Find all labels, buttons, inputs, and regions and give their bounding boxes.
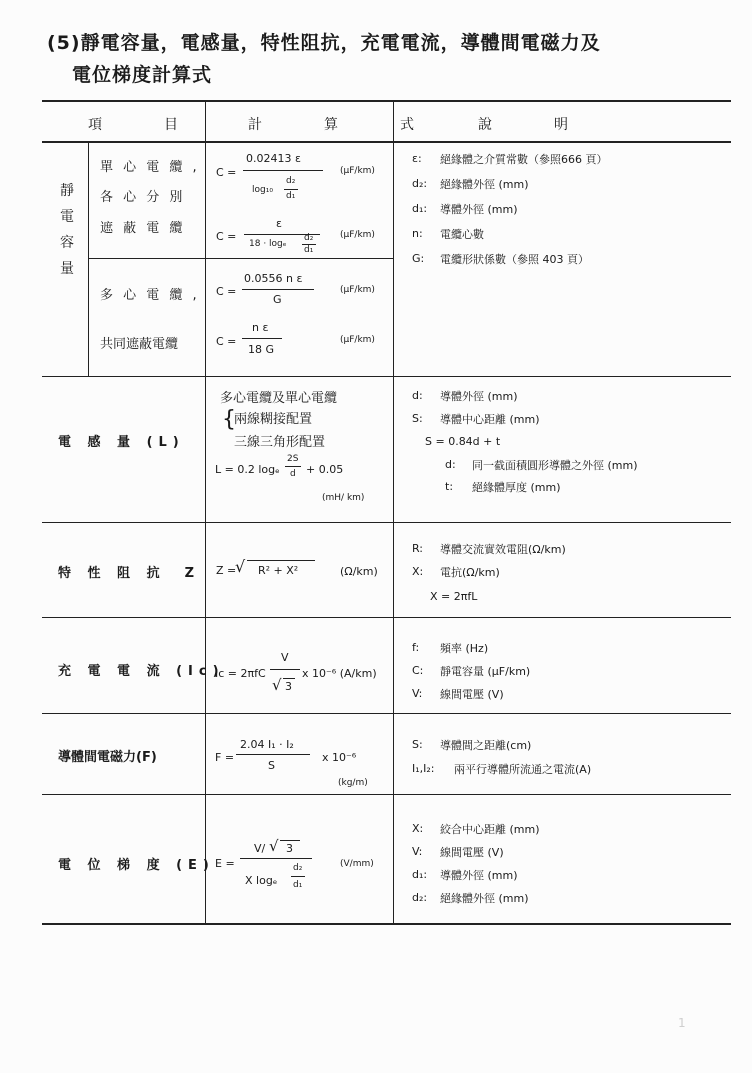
table-bottom-rule bbox=[42, 923, 731, 925]
chg-desc-3-text: 線間電壓 (V) bbox=[440, 688, 504, 701]
single-core-line3: 遮 蔽 電 纜 bbox=[100, 221, 186, 236]
force-f-unit: (kg/m) bbox=[338, 778, 368, 788]
inductance-brace: { bbox=[222, 407, 236, 432]
f3-num: 0.0556 n ε bbox=[244, 272, 303, 285]
header-desc: 說 明 bbox=[478, 117, 592, 133]
inductance-f-unit: (mH/ km) bbox=[322, 493, 365, 503]
charging-f-den: 3 bbox=[285, 680, 292, 693]
f4-den: 18 G bbox=[248, 343, 275, 356]
ind-desc-2-text: 導體中心距離 (mm) bbox=[440, 413, 540, 426]
f2-lhs: C = bbox=[216, 230, 237, 243]
inductance-f-line1: 多心電纜及單心電纜 bbox=[220, 391, 338, 406]
f1-den: log₁₀ bbox=[252, 185, 273, 195]
chg-desc-2-text: 靜電容量 (μF/km) bbox=[440, 665, 531, 678]
grd-desc-2-sym: V: bbox=[412, 845, 423, 858]
f3-fraction-bar bbox=[242, 289, 314, 290]
cap-desc-1-text: 絕緣體之介質常數（參照666 頁） bbox=[440, 153, 608, 166]
charging-label: 充 電 電 流 (Ic) bbox=[58, 664, 225, 679]
table-top-rule bbox=[42, 100, 731, 102]
f1-unit: (μF/km) bbox=[340, 166, 375, 176]
inductance-f-lhs: L = 0.2 logₑ bbox=[215, 463, 280, 476]
impedance-label: 特 性 阻 抗 Z bbox=[58, 566, 201, 581]
frc-desc-1-sym: S: bbox=[412, 738, 423, 751]
f3-unit: (μF/km) bbox=[340, 285, 375, 295]
ind-desc-1-text: 導體外徑 (mm) bbox=[440, 390, 518, 403]
impedance-sqrt-bar bbox=[247, 560, 315, 561]
impedance-f-unit: (Ω/km) bbox=[340, 565, 378, 578]
gradient-sqrt-bar bbox=[280, 840, 300, 841]
chg-desc-1-text: 頻率 (Hz) bbox=[440, 642, 489, 655]
imp-desc-2-text: 電抗(Ω/km) bbox=[440, 566, 500, 579]
col-divider-1 bbox=[205, 100, 206, 925]
gradient-f-num-a: V/ bbox=[254, 842, 266, 855]
cap-subcol-divider bbox=[88, 143, 89, 377]
gradient-f-lhs: E = bbox=[215, 857, 235, 870]
cap-desc-3-text: 導體外徑 (mm) bbox=[440, 203, 518, 216]
header-formula: 計 算 式 bbox=[248, 117, 438, 133]
f2-num: ε bbox=[276, 217, 282, 230]
grd-desc-2-text: 線間電壓 (V) bbox=[440, 846, 504, 859]
impedance-f-radicand: R² + X² bbox=[258, 564, 299, 577]
f2-ratio-den: d₁ bbox=[304, 245, 314, 255]
single-core-line1: 單 心 電 纜 , bbox=[100, 160, 200, 175]
grd-desc-4-text: 絕緣體外徑 (mm) bbox=[440, 892, 529, 905]
ind-desc-2-sym: S: bbox=[412, 412, 423, 425]
charging-f-num: V bbox=[281, 651, 289, 664]
gradient-f-den-a: X logₑ bbox=[245, 874, 278, 887]
grd-desc-1-text: 絞合中心距離 (mm) bbox=[440, 823, 540, 836]
inductance-f-rhs: + 0.05 bbox=[306, 463, 344, 476]
cap-desc-3-sym: d₁: bbox=[412, 202, 428, 215]
gradient-f-den-num: d₂ bbox=[293, 863, 303, 873]
force-label: 導體間電磁力(F) bbox=[58, 750, 157, 765]
impedance-f-lhs: Z = bbox=[216, 564, 237, 577]
chg-desc-1-sym: f: bbox=[412, 641, 420, 654]
frc-desc-1-text: 導體間之距離(cm) bbox=[440, 739, 532, 752]
cap-sub-rule bbox=[88, 258, 394, 259]
inductance-label: 電 感 量 (L) bbox=[58, 435, 185, 450]
ind-desc-1-sym: d: bbox=[412, 389, 423, 402]
grd-desc-1-sym: X: bbox=[412, 822, 424, 835]
cap-desc-4-text: 電纜心數 bbox=[440, 228, 484, 241]
f1-num: 0.02413 ε bbox=[246, 152, 301, 165]
force-f-den: S bbox=[268, 759, 275, 772]
gradient-f-num-b: 3 bbox=[286, 842, 293, 855]
inductance-f-line2: 兩線糊接配置 bbox=[234, 412, 313, 427]
f4-unit: (μF/km) bbox=[340, 335, 375, 345]
row-rule-4 bbox=[42, 713, 731, 714]
inductance-f-bar bbox=[285, 466, 301, 467]
inductance-f-line3: 三線三角形配置 bbox=[234, 435, 326, 450]
header-rule bbox=[42, 141, 731, 143]
force-f-lhs: F = bbox=[215, 751, 235, 764]
charging-f-rhs: x 10⁻⁶ (A/km) bbox=[302, 667, 377, 680]
frc-desc-2-text: 兩平行導體所流通之電流(A) bbox=[454, 763, 592, 776]
imp-desc-1-text: 導體交流實效電阻(Ω/km) bbox=[440, 543, 566, 556]
cap-desc-5-text: 電纜形狀係數（參照 403 頁） bbox=[440, 253, 589, 266]
cap-desc-5-sym: G: bbox=[412, 252, 425, 265]
title-line-1: (5)靜電容量，電感量，特性阻抗，充電電流，導體間電磁力及 bbox=[47, 32, 601, 54]
grd-desc-3-sym: d₁: bbox=[412, 868, 428, 881]
f3-lhs: C = bbox=[216, 285, 237, 298]
col-divider-2 bbox=[393, 100, 394, 925]
inductance-f-den: d bbox=[290, 469, 296, 479]
charging-sqrt-icon: √ bbox=[272, 676, 282, 694]
ind-desc-5-sym: t: bbox=[445, 480, 454, 493]
row-rule-2 bbox=[42, 522, 731, 523]
f1-ratio-den: d₁ bbox=[286, 191, 296, 201]
force-f-rhs: x 10⁻⁶ bbox=[322, 751, 357, 764]
cap-desc-2-text: 絕緣體外徑 (mm) bbox=[440, 178, 529, 191]
f4-lhs: C = bbox=[216, 335, 237, 348]
impedance-sqrt-icon: √ bbox=[235, 557, 246, 576]
capacitance-group-label: 靜電容量 bbox=[60, 183, 74, 277]
title-line-2: 電位梯度計算式 bbox=[72, 64, 213, 86]
single-core-line2: 各 心 分 別 bbox=[100, 190, 186, 205]
imp-desc-2-sym: X: bbox=[412, 565, 424, 578]
frc-desc-2-sym: I₁,I₂: bbox=[412, 762, 435, 775]
ind-desc-4-sym: d: bbox=[445, 458, 456, 471]
gradient-sqrt-icon: √ bbox=[269, 837, 279, 855]
gradient-f-bar bbox=[240, 858, 312, 859]
f3-den: G bbox=[273, 293, 282, 306]
row-rule-5 bbox=[42, 794, 731, 795]
f2-ratio-num: d₂ bbox=[304, 233, 314, 243]
gradient-f-unit: (V/mm) bbox=[340, 859, 374, 869]
charging-f-lhs: Ic = 2πfC bbox=[215, 667, 266, 680]
grd-desc-3-text: 導體外徑 (mm) bbox=[440, 869, 518, 882]
f1-ratio-bar bbox=[284, 189, 298, 190]
inductance-f-num: 2S bbox=[287, 454, 299, 464]
grd-desc-4-sym: d₂: bbox=[412, 891, 428, 904]
charging-sqrt-bar bbox=[283, 678, 295, 679]
chg-desc-3-sym: V: bbox=[412, 687, 423, 700]
ind-desc-4-text: 同一截面積圓形導體之外徑 (mm) bbox=[472, 459, 638, 472]
row-rule-3 bbox=[42, 617, 731, 618]
f1-lhs: C = bbox=[216, 166, 237, 179]
f1-fraction-bar bbox=[243, 170, 323, 171]
row-rule-1 bbox=[42, 376, 731, 377]
f2-den: 18 · logₑ bbox=[249, 239, 287, 249]
gradient-label: 電 位 梯 度 (E) bbox=[58, 858, 215, 873]
f1-ratio-num: d₂ bbox=[286, 176, 296, 186]
page-number: 1 bbox=[678, 1016, 686, 1030]
force-f-num: 2.04 I₁ · I₂ bbox=[240, 738, 294, 751]
ind-desc-3-text: S = 0.84d + t bbox=[425, 435, 501, 448]
cap-desc-2-sym: d₂: bbox=[412, 177, 428, 190]
f2-unit: (μF/km) bbox=[340, 230, 375, 240]
imp-desc-3-text: X = 2πfL bbox=[430, 590, 478, 603]
cap-desc-1-sym: ε: bbox=[412, 152, 422, 165]
force-f-bar bbox=[236, 754, 310, 755]
cap-desc-4-sym: n: bbox=[412, 227, 423, 240]
gradient-f-den-bar bbox=[291, 876, 305, 877]
multi-core-line2: 共同遮蔽電纜 bbox=[100, 337, 179, 352]
multi-core-line1: 多 心 電 纜 , bbox=[100, 288, 200, 303]
f4-fraction-bar bbox=[242, 338, 282, 339]
gradient-f-den-den: d₁ bbox=[293, 880, 303, 890]
chg-desc-2-sym: C: bbox=[412, 664, 424, 677]
imp-desc-1-sym: R: bbox=[412, 542, 424, 555]
charging-f-bar bbox=[270, 669, 300, 670]
header-item: 項 目 bbox=[88, 117, 202, 133]
f4-num: n ε bbox=[252, 321, 269, 334]
ind-desc-5-text: 絕緣體厚度 (mm) bbox=[472, 481, 561, 494]
